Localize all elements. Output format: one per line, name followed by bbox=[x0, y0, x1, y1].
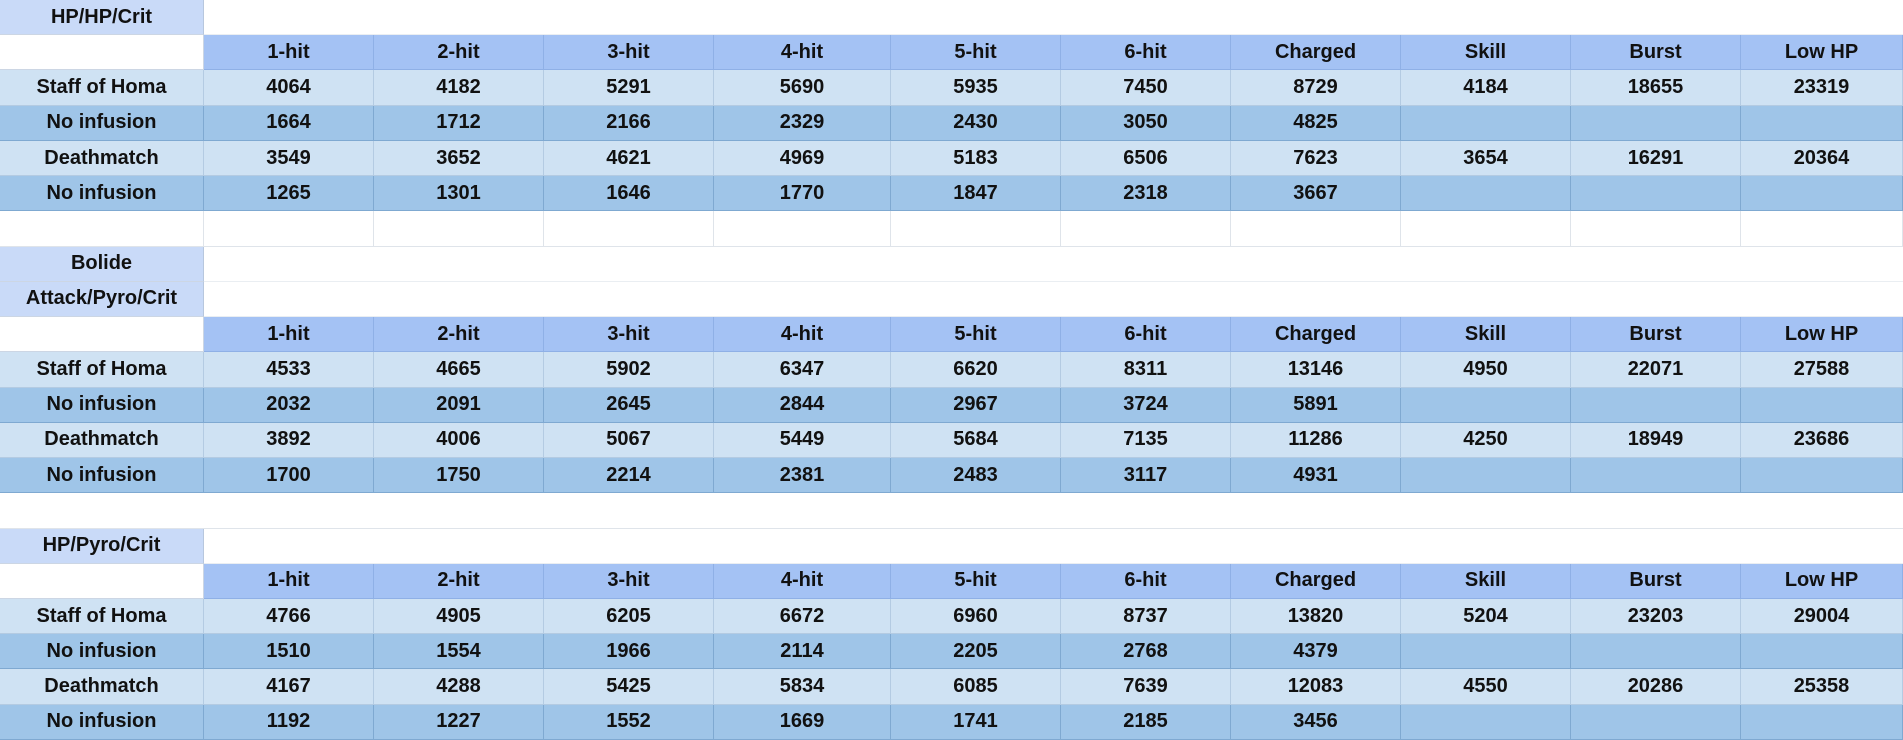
data-cell[interactable]: 1847 bbox=[891, 176, 1061, 211]
column-header: 6-hit bbox=[1061, 35, 1231, 70]
data-cell[interactable]: 7623 bbox=[1231, 141, 1401, 176]
data-cell[interactable] bbox=[1571, 176, 1741, 211]
data-cell[interactable]: 5935 bbox=[891, 70, 1061, 105]
row-label: No infusion bbox=[0, 388, 204, 423]
data-cell[interactable]: 29004 bbox=[1741, 599, 1903, 634]
data-cell[interactable]: 4167 bbox=[204, 669, 374, 704]
data-cell[interactable]: 16291 bbox=[1571, 141, 1741, 176]
data-cell[interactable] bbox=[1401, 106, 1571, 141]
data-cell[interactable]: 3652 bbox=[374, 141, 544, 176]
data-cell[interactable]: 1552 bbox=[544, 705, 714, 740]
data-cell[interactable]: 18949 bbox=[1571, 423, 1741, 458]
data-cell[interactable]: 4288 bbox=[374, 669, 544, 704]
data-cell[interactable]: 5891 bbox=[1231, 388, 1401, 423]
row-label: No infusion bbox=[0, 458, 204, 493]
data-cell[interactable]: 2768 bbox=[1061, 634, 1231, 669]
data-cell[interactable] bbox=[1741, 176, 1903, 211]
empty-cell[interactable] bbox=[0, 211, 204, 246]
row-label: Deathmatch bbox=[0, 423, 204, 458]
data-cell[interactable]: 1669 bbox=[714, 705, 891, 740]
row-label: Staff of Homa bbox=[0, 352, 204, 387]
data-cell[interactable]: 5291 bbox=[544, 70, 714, 105]
data-cell[interactable] bbox=[1401, 388, 1571, 423]
data-cell[interactable]: 3549 bbox=[204, 141, 374, 176]
section-title: HP/HP/Crit bbox=[0, 0, 204, 35]
data-cell[interactable]: 2091 bbox=[374, 388, 544, 423]
corner-cell[interactable] bbox=[0, 317, 204, 352]
data-cell[interactable]: 12083 bbox=[1231, 669, 1401, 704]
data-cell[interactable]: 1700 bbox=[204, 458, 374, 493]
column-header: 2-hit bbox=[374, 35, 544, 70]
row-label: Staff of Homa bbox=[0, 70, 204, 105]
data-cell[interactable]: 13820 bbox=[1231, 599, 1401, 634]
data-cell[interactable] bbox=[1741, 634, 1903, 669]
data-cell[interactable]: 4006 bbox=[374, 423, 544, 458]
empty-cell[interactable] bbox=[1231, 211, 1401, 246]
data-cell[interactable]: 1750 bbox=[374, 458, 544, 493]
column-header: Skill bbox=[1401, 35, 1571, 70]
data-cell[interactable]: 3456 bbox=[1231, 705, 1401, 740]
data-cell[interactable]: 6620 bbox=[891, 352, 1061, 387]
data-cell[interactable]: 6672 bbox=[714, 599, 891, 634]
empty-cell[interactable] bbox=[204, 211, 374, 246]
empty-cell[interactable] bbox=[891, 211, 1061, 246]
column-header: 1-hit bbox=[204, 564, 374, 599]
data-cell[interactable]: 2214 bbox=[544, 458, 714, 493]
blank-area bbox=[204, 282, 1903, 317]
row-label: No infusion bbox=[0, 176, 204, 211]
data-cell[interactable]: 5834 bbox=[714, 669, 891, 704]
data-cell[interactable]: 1664 bbox=[204, 106, 374, 141]
data-cell[interactable]: 2430 bbox=[891, 106, 1061, 141]
data-cell[interactable] bbox=[1571, 634, 1741, 669]
data-cell[interactable]: 2329 bbox=[714, 106, 891, 141]
spacer-row bbox=[0, 493, 1903, 528]
data-cell[interactable]: 4931 bbox=[1231, 458, 1401, 493]
empty-cell[interactable] bbox=[714, 211, 891, 246]
data-cell[interactable]: 1554 bbox=[374, 634, 544, 669]
data-cell[interactable]: 4766 bbox=[204, 599, 374, 634]
data-cell[interactable]: 2185 bbox=[1061, 705, 1231, 740]
column-header: 2-hit bbox=[374, 317, 544, 352]
data-cell[interactable]: 2318 bbox=[1061, 176, 1231, 211]
empty-cell[interactable] bbox=[1061, 211, 1231, 246]
column-header: 3-hit bbox=[544, 35, 714, 70]
corner-cell[interactable] bbox=[0, 564, 204, 599]
section-title: Bolide bbox=[0, 247, 204, 282]
data-cell[interactable]: 1741 bbox=[891, 705, 1061, 740]
column-header: Burst bbox=[1571, 317, 1741, 352]
data-cell[interactable] bbox=[1401, 176, 1571, 211]
blank-area bbox=[204, 529, 1903, 564]
data-cell[interactable]: 22071 bbox=[1571, 352, 1741, 387]
blank-area bbox=[204, 0, 1903, 35]
data-cell[interactable] bbox=[1741, 458, 1903, 493]
data-cell[interactable] bbox=[1571, 705, 1741, 740]
data-cell[interactable]: 2114 bbox=[714, 634, 891, 669]
data-cell[interactable]: 7450 bbox=[1061, 70, 1231, 105]
data-cell[interactable]: 4825 bbox=[1231, 106, 1401, 141]
data-cell[interactable]: 6085 bbox=[891, 669, 1061, 704]
data-cell[interactable]: 2967 bbox=[891, 388, 1061, 423]
column-header: 5-hit bbox=[891, 317, 1061, 352]
data-cell[interactable]: 1770 bbox=[714, 176, 891, 211]
data-cell[interactable]: 11286 bbox=[1231, 423, 1401, 458]
column-header: Burst bbox=[1571, 564, 1741, 599]
data-cell[interactable]: 3667 bbox=[1231, 176, 1401, 211]
row-label: No infusion bbox=[0, 634, 204, 669]
data-cell[interactable]: 1712 bbox=[374, 106, 544, 141]
data-cell[interactable]: 1646 bbox=[544, 176, 714, 211]
data-cell[interactable]: 4905 bbox=[374, 599, 544, 634]
data-cell[interactable]: 1966 bbox=[544, 634, 714, 669]
column-header: 1-hit bbox=[204, 317, 374, 352]
data-cell[interactable]: 2166 bbox=[544, 106, 714, 141]
data-cell[interactable]: 4533 bbox=[204, 352, 374, 387]
data-cell[interactable]: 3892 bbox=[204, 423, 374, 458]
column-header: Skill bbox=[1401, 564, 1571, 599]
row-label: No infusion bbox=[0, 705, 204, 740]
section-title: HP/Pyro/Crit bbox=[0, 529, 204, 564]
data-cell[interactable]: 4379 bbox=[1231, 634, 1401, 669]
data-cell[interactable]: 8311 bbox=[1061, 352, 1231, 387]
empty-cell[interactable] bbox=[544, 211, 714, 246]
data-cell[interactable]: 7135 bbox=[1061, 423, 1231, 458]
data-cell[interactable]: 18655 bbox=[1571, 70, 1741, 105]
data-cell[interactable] bbox=[1401, 458, 1571, 493]
data-cell[interactable]: 6347 bbox=[714, 352, 891, 387]
empty-cell[interactable] bbox=[374, 211, 544, 246]
column-header: 5-hit bbox=[891, 35, 1061, 70]
data-cell[interactable]: 4665 bbox=[374, 352, 544, 387]
section-title: Attack/Pyro/Crit bbox=[0, 282, 204, 317]
data-cell[interactable]: 1265 bbox=[204, 176, 374, 211]
column-header: 4-hit bbox=[714, 317, 891, 352]
column-header: 5-hit bbox=[891, 564, 1061, 599]
column-header: 6-hit bbox=[1061, 564, 1231, 599]
data-cell[interactable] bbox=[1741, 388, 1903, 423]
data-cell[interactable] bbox=[1401, 634, 1571, 669]
column-header: 6-hit bbox=[1061, 317, 1231, 352]
data-cell[interactable]: 1227 bbox=[374, 705, 544, 740]
data-cell[interactable]: 23686 bbox=[1741, 423, 1903, 458]
data-cell[interactable]: 6205 bbox=[544, 599, 714, 634]
column-header: 4-hit bbox=[714, 35, 891, 70]
data-cell[interactable]: 2844 bbox=[714, 388, 891, 423]
data-cell[interactable]: 2483 bbox=[891, 458, 1061, 493]
data-cell[interactable]: 8729 bbox=[1231, 70, 1401, 105]
data-cell[interactable]: 13146 bbox=[1231, 352, 1401, 387]
data-cell[interactable]: 3050 bbox=[1061, 106, 1231, 141]
empty-cell[interactable] bbox=[1571, 211, 1741, 246]
data-cell[interactable]: 4064 bbox=[204, 70, 374, 105]
column-header: 3-hit bbox=[544, 317, 714, 352]
data-cell[interactable] bbox=[1571, 106, 1741, 141]
data-cell[interactable]: 3117 bbox=[1061, 458, 1231, 493]
data-cell[interactable]: 5684 bbox=[891, 423, 1061, 458]
corner-cell[interactable] bbox=[0, 35, 204, 70]
data-cell[interactable]: 3724 bbox=[1061, 388, 1231, 423]
column-header: Charged bbox=[1231, 564, 1401, 599]
data-cell[interactable] bbox=[1741, 106, 1903, 141]
column-header: Charged bbox=[1231, 317, 1401, 352]
data-cell[interactable]: 5425 bbox=[544, 669, 714, 704]
data-cell[interactable]: 4621 bbox=[544, 141, 714, 176]
data-cell[interactable]: 4950 bbox=[1401, 352, 1571, 387]
data-cell[interactable]: 7639 bbox=[1061, 669, 1231, 704]
data-cell[interactable]: 5067 bbox=[544, 423, 714, 458]
data-cell[interactable]: 4550 bbox=[1401, 669, 1571, 704]
data-cell[interactable]: 1301 bbox=[374, 176, 544, 211]
row-label: No infusion bbox=[0, 106, 204, 141]
data-cell[interactable]: 4250 bbox=[1401, 423, 1571, 458]
column-header: Charged bbox=[1231, 35, 1401, 70]
blank-area bbox=[204, 247, 1903, 282]
data-cell[interactable] bbox=[1571, 388, 1741, 423]
data-cell[interactable]: 6960 bbox=[891, 599, 1061, 634]
data-cell[interactable]: 4184 bbox=[1401, 70, 1571, 105]
data-cell[interactable]: 4182 bbox=[374, 70, 544, 105]
column-header: Low HP bbox=[1741, 35, 1903, 70]
data-cell[interactable]: 3654 bbox=[1401, 141, 1571, 176]
row-label: Deathmatch bbox=[0, 669, 204, 704]
column-header: Burst bbox=[1571, 35, 1741, 70]
data-cell[interactable]: 2381 bbox=[714, 458, 891, 493]
data-cell[interactable]: 20364 bbox=[1741, 141, 1903, 176]
column-header: Low HP bbox=[1741, 564, 1903, 599]
column-header: Low HP bbox=[1741, 317, 1903, 352]
row-label: Staff of Homa bbox=[0, 599, 204, 634]
data-cell[interactable] bbox=[1741, 705, 1903, 740]
data-cell[interactable]: 2205 bbox=[891, 634, 1061, 669]
data-cell[interactable]: 2645 bbox=[544, 388, 714, 423]
column-header: 4-hit bbox=[714, 564, 891, 599]
data-cell[interactable]: 25358 bbox=[1741, 669, 1903, 704]
data-cell[interactable]: 20286 bbox=[1571, 669, 1741, 704]
data-cell[interactable]: 8737 bbox=[1061, 599, 1231, 634]
data-cell[interactable] bbox=[1571, 458, 1741, 493]
column-header: Skill bbox=[1401, 317, 1571, 352]
data-cell[interactable]: 23319 bbox=[1741, 70, 1903, 105]
data-cell[interactable]: 5902 bbox=[544, 352, 714, 387]
data-cell[interactable]: 6506 bbox=[1061, 141, 1231, 176]
column-header: 2-hit bbox=[374, 564, 544, 599]
data-cell[interactable]: 5690 bbox=[714, 70, 891, 105]
data-cell[interactable]: 1192 bbox=[204, 705, 374, 740]
data-cell[interactable]: 5449 bbox=[714, 423, 891, 458]
data-cell[interactable]: 5204 bbox=[1401, 599, 1571, 634]
data-cell[interactable]: 1510 bbox=[204, 634, 374, 669]
data-cell[interactable]: 4969 bbox=[714, 141, 891, 176]
row-label: Deathmatch bbox=[0, 141, 204, 176]
data-cell[interactable]: 5183 bbox=[891, 141, 1061, 176]
column-header: 3-hit bbox=[544, 564, 714, 599]
empty-cell[interactable] bbox=[1401, 211, 1571, 246]
empty-cell[interactable] bbox=[1741, 211, 1903, 246]
column-header: 1-hit bbox=[204, 35, 374, 70]
data-cell[interactable] bbox=[1401, 705, 1571, 740]
data-cell[interactable]: 27588 bbox=[1741, 352, 1903, 387]
data-cell[interactable]: 2032 bbox=[204, 388, 374, 423]
data-cell[interactable]: 23203 bbox=[1571, 599, 1741, 634]
